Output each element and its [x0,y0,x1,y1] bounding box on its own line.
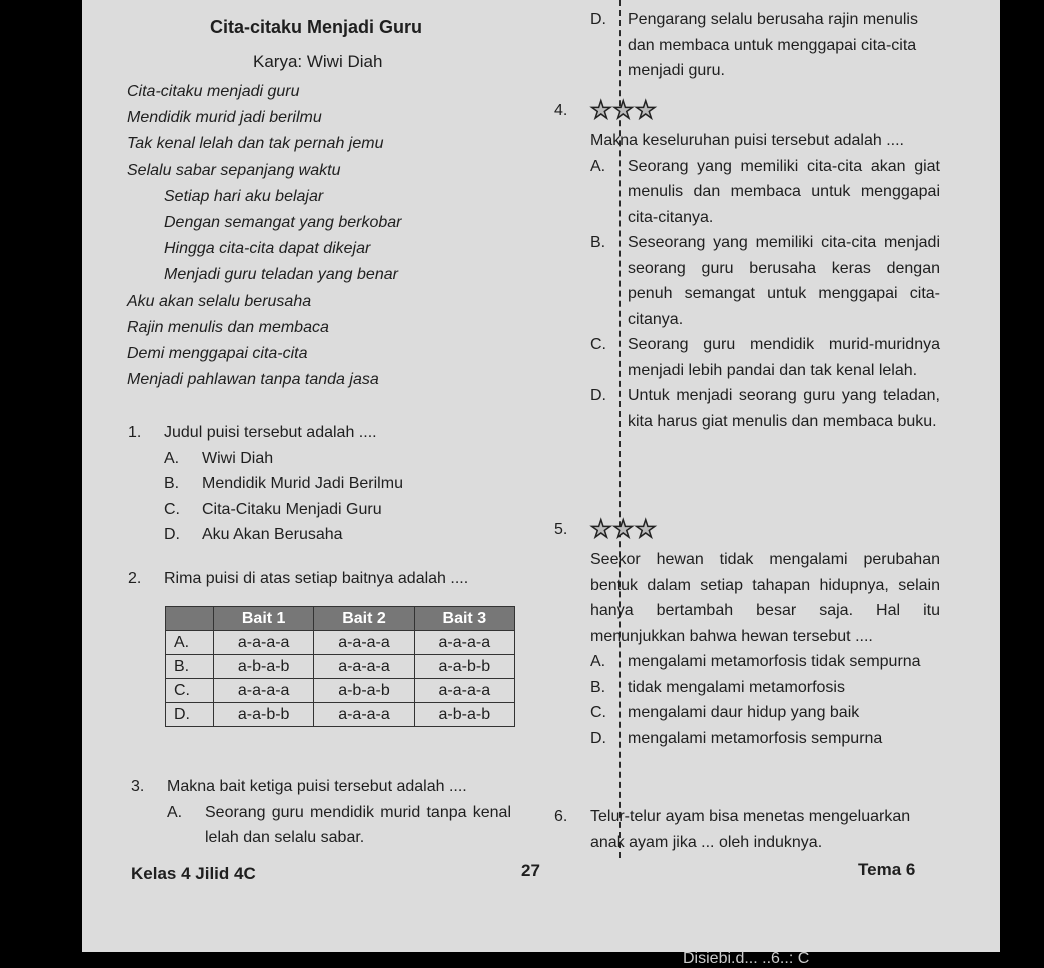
table-cell: B. [166,655,214,679]
table-cell: D. [166,703,214,727]
table-header: Bait 2 [314,607,414,631]
poem-body [127,79,547,393]
option-d[interactable]: D. Aku Akan Berusaha [164,526,343,543]
option-b[interactable]: B. Mendidik Murid Jadi Berilmu [164,475,403,492]
question-6 [554,804,940,855]
table-header [166,607,214,631]
footer-class-label: Kelas 4 Jilid 4C [131,864,256,883]
star-icon: ★ [635,96,657,124]
star-icon: ★ [635,515,657,543]
poem-line: Hingga cita-cita dapat dikejar [164,240,371,258]
difficulty-stars [590,515,657,543]
table-cell: a-a-a-a [214,631,314,655]
option-b[interactable]: B. Seseorang yang memiliki cita-cita menjadi seorang guru berusaha keras dengan penuh semangat untuk menggapai cita-citanya. [590,234,940,328]
question-3-continued [590,7,940,84]
table-row[interactable] [166,703,515,727]
question-text: Telur-telur ayam bisa menetas mengeluarkan anak ayam jika ... oleh induknya. [590,808,911,851]
table-header: Bait 1 [214,607,314,631]
question-text: Seekor hewan tidak mengalami perubahan bentuk dalam setiap tahapan hidupnya, selain hanya bertambah besar saja. Hal itu menunjukkan bahwa hewan tersebut .... [590,551,940,645]
star-icon: ★ [590,515,612,543]
poem-line: Aku akan selalu berusaha [127,292,312,310]
table-cell: C. [166,679,214,703]
footer-theme-label: Tema 6 [858,860,916,879]
star-icon: ★ [612,96,635,124]
option-b[interactable]: B. tidak mengalami metamorfosis [590,678,845,696]
poem-line: Demi menggapai cita-cita [127,345,308,363]
table-cell: a-a-a-a [414,631,514,655]
poem-author: Karya: Wiwi Diah [253,52,383,71]
question-4 [554,98,940,434]
poem-title: Cita-citaku Menjadi Guru [210,17,423,37]
page-number: 27 [521,861,540,880]
table-cell: a-a-a-a [314,655,414,679]
rhyme-table [165,606,515,727]
option-a[interactable]: A. Wiwi Diah [164,449,274,467]
poem-line: Dengan semangat yang berkobar [164,214,402,232]
table-cell: a-b-a-b [314,679,414,703]
option-c[interactable]: C. Cita-Citaku Menjadi Guru [164,500,382,518]
star-icon: ★ [612,515,635,543]
table-cell: A. [166,631,214,655]
poem-line: Menjadi pahlawan tanpa tanda jasa [127,371,379,389]
poem-line: Tak kenal lelah dan tak pernah jemu [127,135,384,153]
option-a[interactable]: A. Seorang yang memiliki cita-cita akan giat menulis dan membaca untuk menggapai cita-citanya. [590,157,940,226]
table-cell: a-a-a-a [214,679,314,703]
question-5 [554,517,940,751]
table-cell: a-a-a-a [414,679,514,703]
table-header-row [166,607,515,631]
question-2 [128,566,528,592]
table-cell: a-a-b-b [214,703,314,727]
option-d[interactable]: D. Pengarang selalu berusaha rajin menulis dan membaca untuk menggapai cita-cita menjadi guru. [590,11,918,79]
poem-line: Selalu sabar sepanjang waktu [127,161,341,179]
option-a[interactable]: A. Seorang guru mendidik murid tanpa kenal lelah dan selalu sabar. [167,803,511,846]
question-number: 6. [554,808,568,825]
option-d[interactable]: D. Untuk menjadi seorang guru yang teladan, kita harus giat menulis dan membaca buku. [590,387,940,430]
option-d[interactable]: D. mengalami metamorfosis sempurna [590,729,883,747]
question-text: Makna keseluruhan puisi tersebut adalah .... [590,132,904,149]
table-cell: a-a-a-a [314,631,414,655]
table-row[interactable] [166,655,515,679]
question-number: 4. [554,102,568,119]
poem-line: Rajin menulis dan membaca [127,318,329,336]
question-1 [128,420,528,548]
question-text: Rima puisi di atas setiap baitnya adalah .... [164,570,469,587]
table-cell: a-b-a-b [414,703,514,727]
question-number: 2. [128,570,142,587]
table-row[interactable] [166,631,515,655]
question-text: Judul puisi tersebut adalah .... [164,424,377,441]
poem-line: Mendidik murid jadi berilmu [127,109,322,127]
table-header: Bait 3 [414,607,514,631]
difficulty-stars [590,96,657,124]
table-cell: a-a-b-b [414,655,514,679]
option-c[interactable]: C. mengalami daur hidup yang baik [590,704,860,721]
question-number: 5. [554,521,568,538]
star-icon: ★ [590,96,612,124]
question-3 [131,774,511,851]
question-number: 1. [128,424,142,441]
question-number: 3. [131,778,145,795]
question-text: Makna bait ketiga puisi tersebut adalah .... [167,778,467,795]
table-cell: a-b-a-b [214,655,314,679]
table-row[interactable] [166,679,515,703]
table-cell: a-a-a-a [314,703,414,727]
option-a[interactable]: A. mengalami metamorfosis tidak sempurna [590,653,921,670]
poem-line: Cita-citaku menjadi guru [127,83,300,100]
bottom-partial-text: Disiebi.d... ..6..: C [683,950,810,967]
poem-line: Menjadi guru teladan yang benar [164,266,398,284]
option-c[interactable]: C. Seorang guru mendidik murid-muridnya menjadi lebih pandai dan tak kenal lelah. [590,336,940,379]
poem-line: Setiap hari aku belajar [164,187,324,205]
